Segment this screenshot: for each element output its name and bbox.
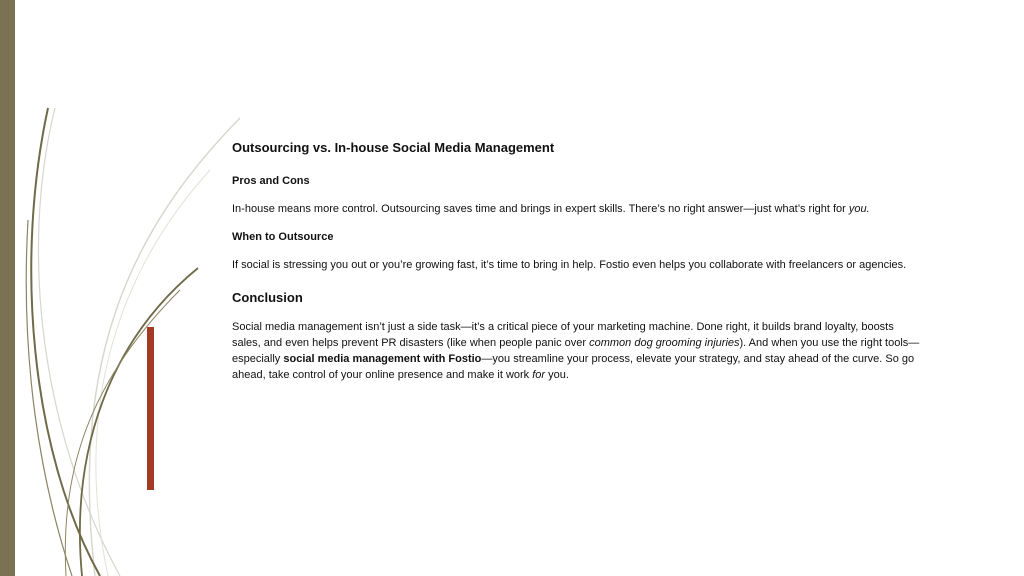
swoosh-dark-4: [65, 290, 180, 576]
conclusion-text: [232, 319, 922, 383]
content: [232, 138, 922, 395]
pros-cons-text: [232, 201, 922, 217]
conclusion-part3: —you streamline your process, elevate your strategy, and stay ahead of the curve. So go ahead, take control of your online presence and make it work: [232, 353, 915, 381]
conclusion-part4: you.: [545, 369, 569, 381]
accent-bar: [147, 327, 154, 490]
swoosh-dark-3: [26, 220, 72, 576]
pros-cons-body: In-house means more control. Outsourcing saves time and brings in expert skills. There’s no right answer—just what’s right for: [232, 203, 849, 215]
conclusion-em1: common dog grooming injuries: [589, 337, 740, 349]
swoosh-light-2: [89, 118, 240, 576]
conclusion-strong1: social media management with Fostio: [283, 353, 482, 365]
conclusion-part2: ). And when you use the right tools—especially: [232, 337, 920, 365]
pros-cons-heading: Pros and Cons: [232, 175, 310, 187]
conclusion-heading: Conclusion: [232, 290, 303, 305]
pros-cons-emphasis: you.: [848, 203, 870, 215]
swoosh-light-1: [38, 108, 120, 576]
page-title: Outsourcing vs. In-house Social Media Management: [232, 140, 555, 155]
conclusion-em2: for: [532, 369, 546, 381]
decorative-swooshes: [0, 0, 260, 576]
conclusion-part1: Social media management isn’t just a side task—it’s a critical piece of your marketing machine. Done right, it builds brand loyalty, boosts sales, and even helps prevent PR disasters (like when people panic over: [232, 321, 894, 349]
when-outsource-heading: When to Outsource: [232, 231, 334, 243]
when-outsource-text: If social is stressing you out or you’re growing fast, it’s time to bring in help. Fostio even helps you collaborate with freelancers or agencies.: [232, 259, 907, 271]
